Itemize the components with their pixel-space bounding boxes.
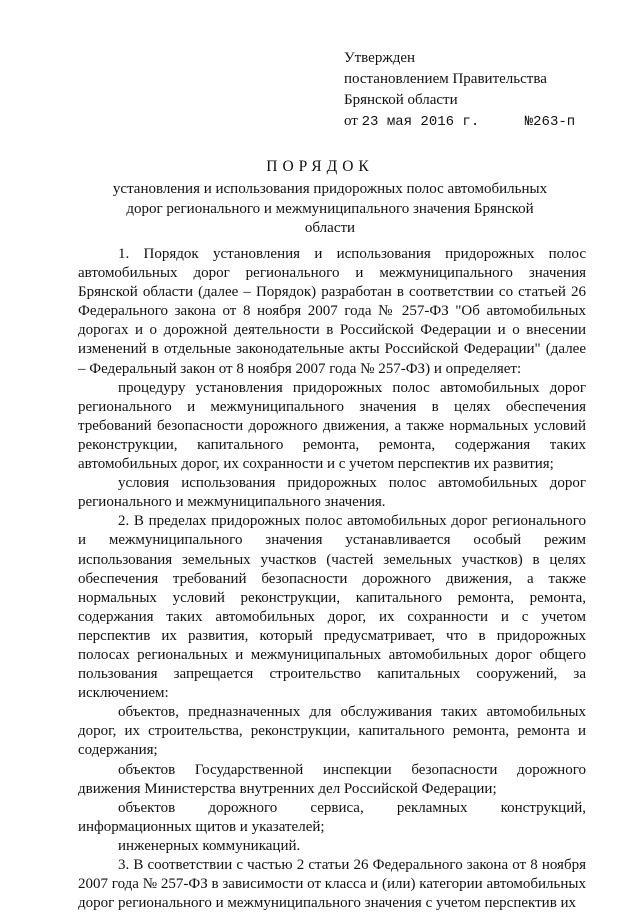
approval-block <box>344 48 575 133</box>
approval-authority: постановлением Правительства <box>344 71 547 87</box>
approval-date-line <box>344 111 575 133</box>
approval-date-prefix: от <box>344 113 358 129</box>
approval-heading: Утвержден <box>344 50 416 66</box>
paragraph-2: 2. В пределах придорожных полос автомобильных дорог регионального и межмуниципального значения устанавливается особый режим использования земельных участков (частей земельных участков) в целях обеспечения требований безопасности дорожного движения, а также нормальных условий реконструкции, капитального ремонта, ремонта, содержания таких автомобильных дорог, их сохранности и с учетом перспектив их развития, который предусматривает, что в придорожных полосах региональных и межмуниципальных автомобильных дорог общего пользования запрещается строительство капитальных сооружений, за исключением: <box>78 513 586 702</box>
paragraph-1-item-procedure: процедуру установления придорожных полос автомобильных дорог регионального и межмуниципального значения в целях обеспечения требований безопасности дорожного движения, а также нормальных условий реконструкции, капитального ремонта, ремонта, содержания таких автомобильных дорог, их сохранности и с учетом перспектив их развития; <box>78 379 586 473</box>
paragraph-1: 1. Порядок установления и использования придорожных полос автомобильных дорог регионального и межмуниципального значения Брянской области (далее – Порядок) разработан в соответствии со статьей 26 Федерального закона от 8 ноября 2007 года № 257-ФЗ "Об автомобильных дорогах и о дорожной деятельности в Российской Федерации и о внесении изменений в отдельные законодательные акты Российской Федерации" (далее – Федеральный закон от 8 ноября 2007 года № 257-ФЗ) и определяет: <box>78 246 586 377</box>
paragraph-2-item-roadside-service: объектов дорожного сервиса, рекламных конструкций, информационных щитов и указателей; <box>78 799 586 835</box>
document-subtitle: установления и использования придорожных полос автомобильных дорог регионального и межмуниципального значения Брянской области <box>112 181 548 236</box>
paragraph-1-item-conditions: условия использования придорожных полос автомобильных дорог регионального и межмуниципального значения. <box>78 475 586 511</box>
paragraph-2-item-traffic-police: объектов Государственной инспекции безопасности дорожного движения Министерства внутренних дел Российской Федерации; <box>78 761 586 797</box>
document-title: ПОРЯДОК <box>266 158 374 175</box>
approval-number: №263-п <box>524 114 576 130</box>
paragraph-3: 3. В соответствии с частью 2 статьи 26 Федерального закона от 8 ноября 2007 года № 257-ФЗ в зависимости от класса и (или) категории автомобильных дорог регионального и межмуниципального значения с учетом перспектив их <box>78 857 586 912</box>
approval-date: 23 мая 2016 г. <box>361 114 480 130</box>
document-body <box>78 245 586 913</box>
paragraph-2-item-utilities: инженерных коммуникаций. <box>118 837 301 854</box>
approval-region: Брянской области <box>344 92 458 108</box>
paragraph-2-item-service-objects: объектов, предназначенных для обслуживания таких автомобильных дорог, их строительства, реконструкции, капитального ремонта, ремонта и содержания; <box>78 704 586 759</box>
